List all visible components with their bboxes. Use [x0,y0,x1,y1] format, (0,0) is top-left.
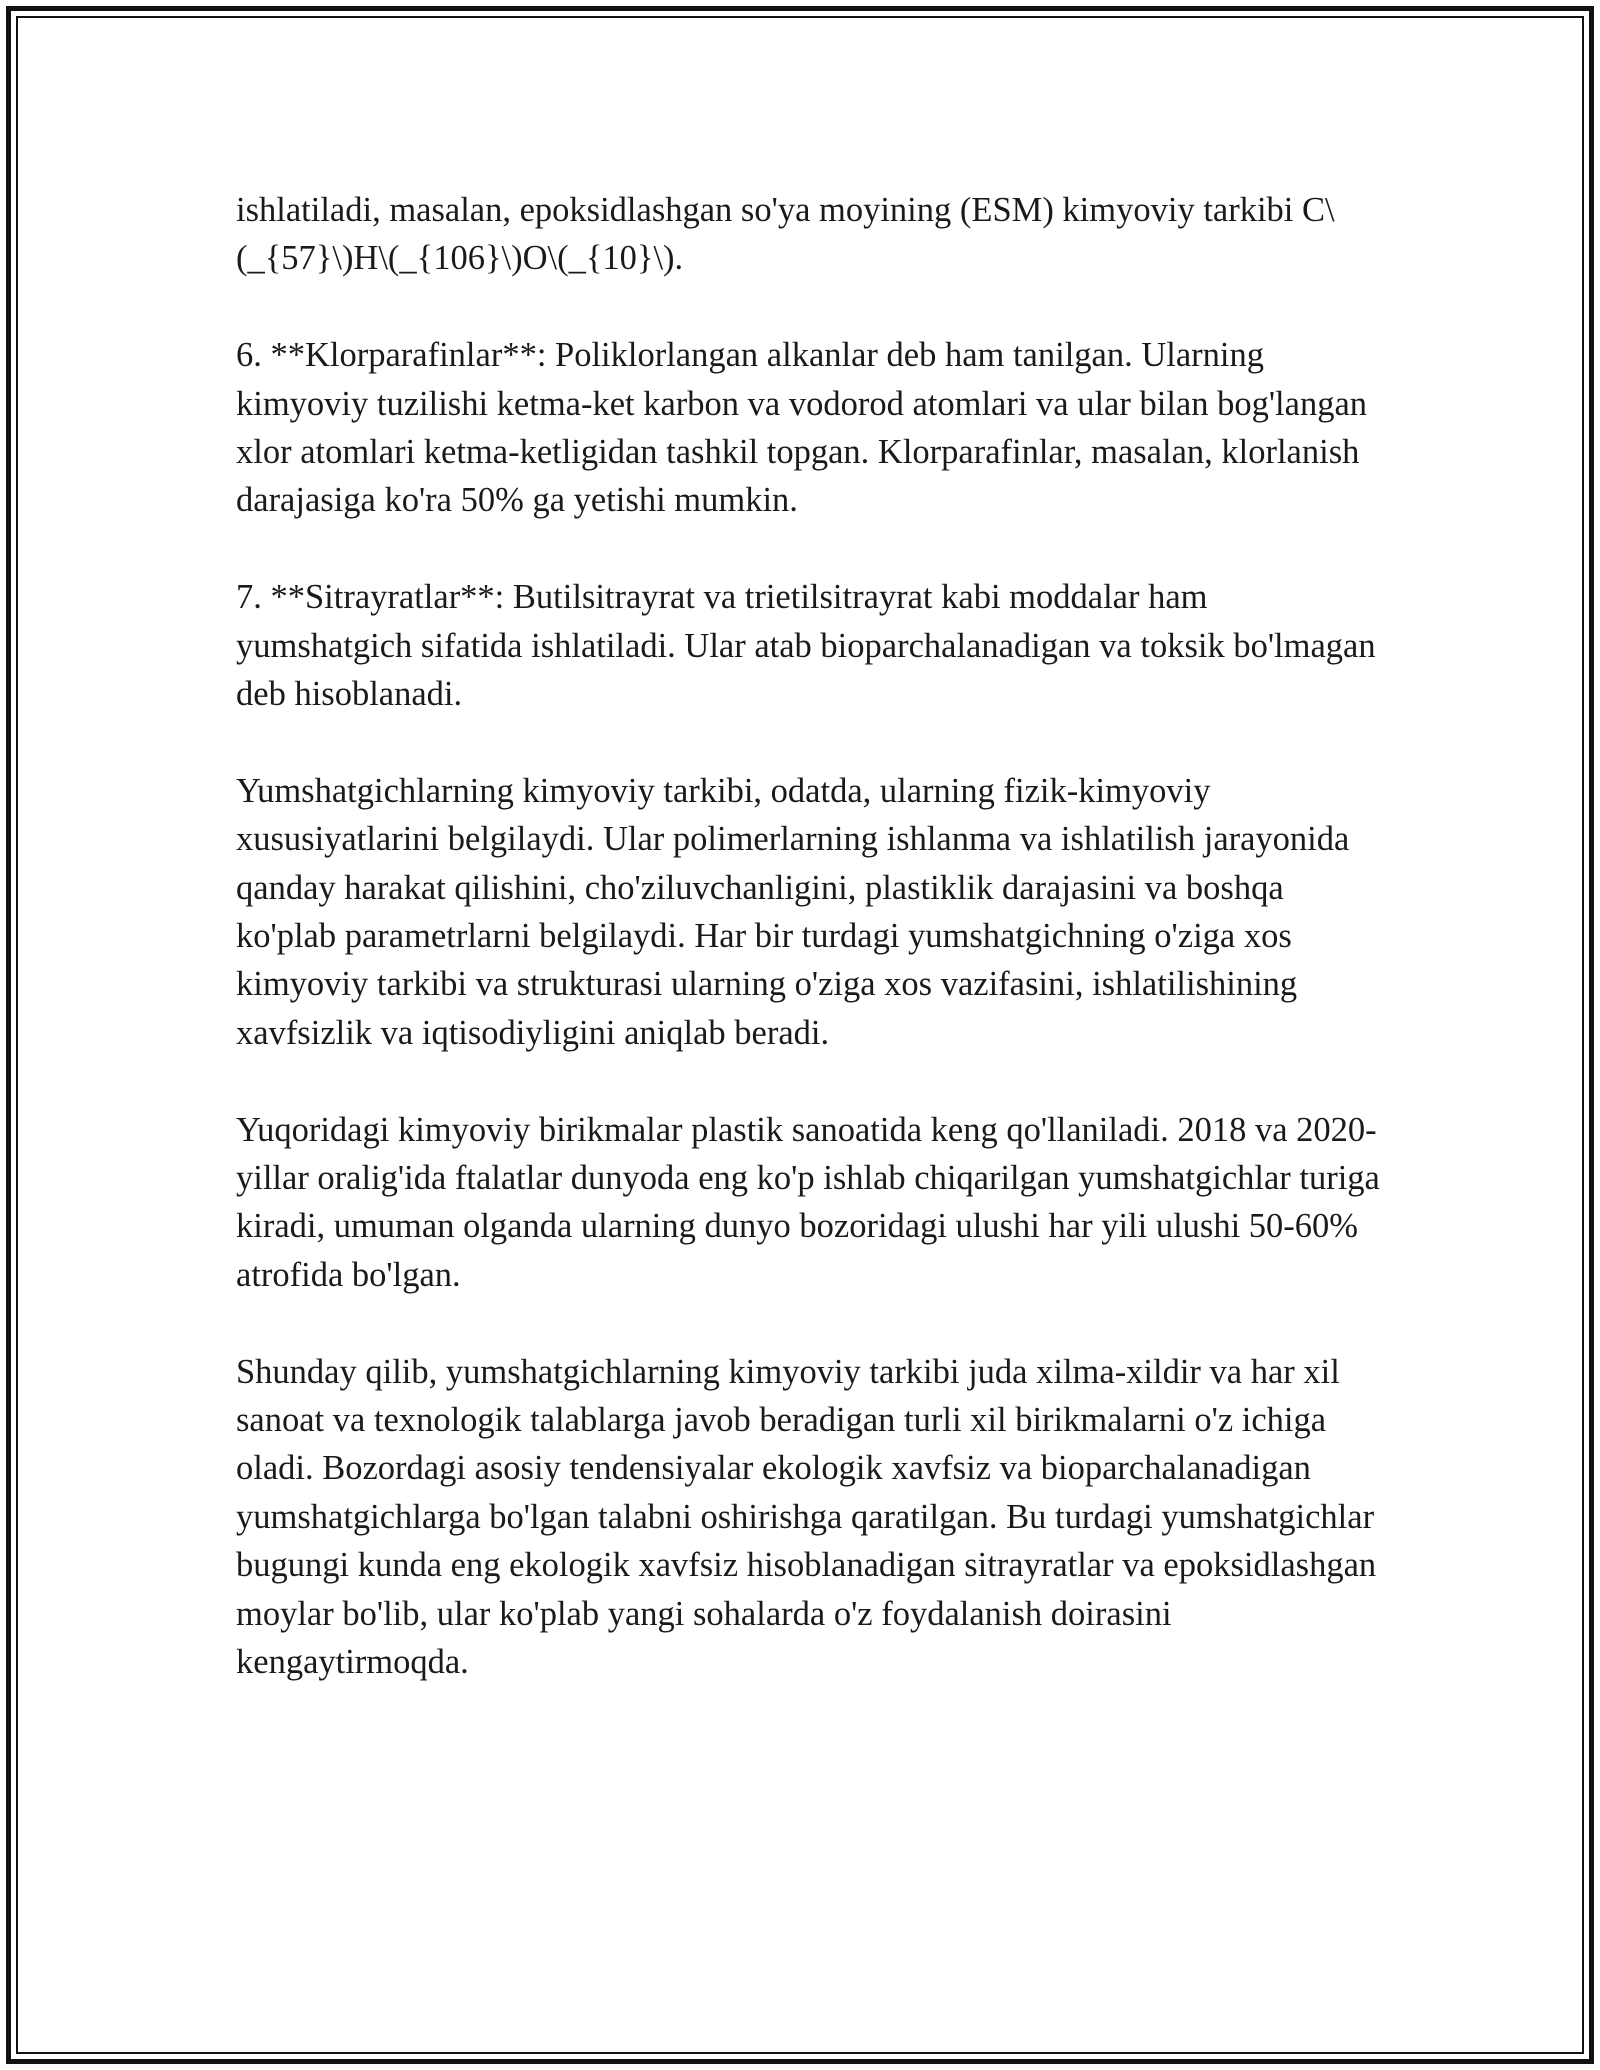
paragraph-market-usage: Yuqoridagi kimyoviy birikmalar plastik sanoatida keng qo'llaniladi. 2018 va 2020-yillar oralig'ida ftalatlar dunyoda eng ko'p ishlab chiqarilgan yumshatgichlar turiga kiradi, umuman olganda ularning dunyo bozoridagi ulushi har yili ulushi 50-60% atrofida bo'lgan. [236,1110,1380,1294]
paragraph-esm-formula: ishlatiladi, masalan, epoksidlashgan so'ya moyining (ESM) kimyoviy tarkibi C\(_{57}\)H\(_{106}\)O\(_{10}\). [236,191,1335,278]
paragraph-chemical-composition: Yumshatgichlarning kimyoviy tarkibi, odatda, ularning fizik-kimyoviy xususiyatlarini belgilaydi. Ular polimerlarning ishlanma va ishlatilish jarayonida qanday harakat qilishini, cho'ziluvchanligini, plastiklik darajasini va boshqa ko'plab parametrlarni belgilaydi. Har bir turdagi yumshatgichning o'ziga xos kimyoviy tarkibi va strukturasi ularning o'ziga xos vazifasini, ishlatilishining xavfsizlik va iqtisodiyligini aniqlab beradi. [236,771,1350,1052]
paragraph-conclusion: Shunday qilib, yumshatgichlarning kimyoviy tarkibi juda xilma-xildir va har xil sanoat va texnologik talablarga javob beradigan turli xil birikmalarni o'z ichiga oladi. Bozordagi asosiy tendensiyalar ekologik xavfsiz va bioparchalanadigan yumshatgichlarga bo'lgan talabni oshirishga qaratilgan. Bu turdagi yumshatgichlar bugungi kunda eng ekologik xavfsiz hisoblanadigan sitrayratlar va epoksidlashgan moylar bo'lib, ular ko'plab yangi sohalarda o'z foydalanish doirasini kengaytirmoqda. [236,1352,1377,1682]
paragraph-sitrayratlar: 7. **Sitrayratlar**: Butilsitrayrat va trietilsitrayrat kabi moddalar ham yumshatgich sifatida ishlatiladi. Ular atab bioparchalanadigan va toksik bo'lmagan deb hisoblanadi. [236,578,1376,714]
document-body [236,186,1386,1687]
paragraph-klorparafinlar: 6. **Klorparafinlar**: Poliklorlangan alkanlar deb ham tanilgan. Ularning kimyoviy tuzilishi ketma-ket karbon va vodorod atomlari va ular bilan bog'langan xlor atomlari ketma-ketligidan tashkil topgan. Klorparafinlar, masalan, klorlanish darajasiga ko'ra 50% ga yetishi mumkin. [236,336,1368,520]
